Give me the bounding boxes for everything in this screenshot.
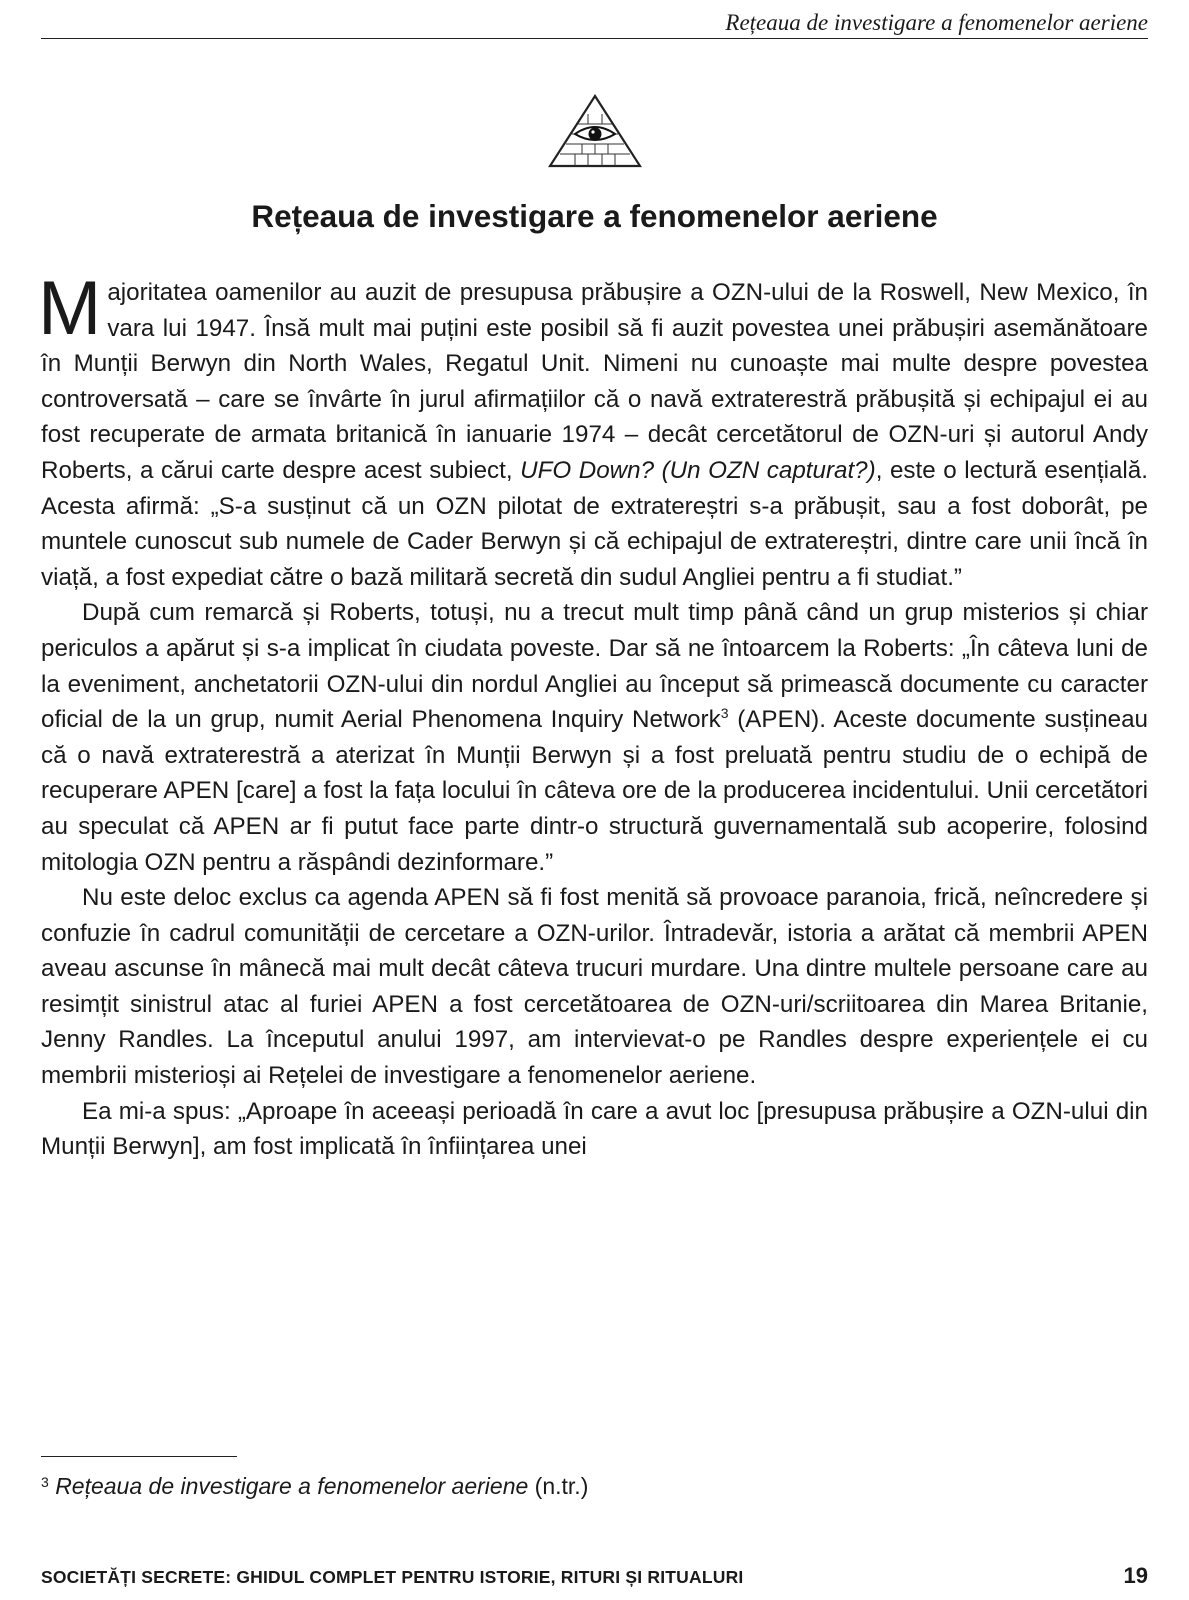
eye-of-providence-pyramid-icon — [548, 94, 642, 170]
paragraph-1 — [38, 266, 1148, 595]
paragraph-2-text-b: (APEN). Aceste documente susțineau că o navă extraterestră a aterizat în Munții Berwyn și a fost preluată pentru studiu de o echipă de recuperare APEN [care] a fost la fața locului în câteva ore de la producerea incidentului. Unii cercetători au speculat că APEN ar fi putut face parte dintr-o structură guvernamentală sub acoperire, folosind mitologia OZN pentru a răspândi dezinformare.” — [41, 706, 1148, 876]
footnote-rule — [41, 1456, 237, 1457]
footnote-italic: Rețeaua de investigare a fenomenelor aeriene — [55, 1473, 529, 1499]
paragraph-3: Nu este deloc exclus ca agenda APEN să fi fost menită să provoace paranoia, frică, neîncredere și confuzie în cadrul comunității de cercetare a OZN-urilor. Întradevăr, istoria a arătat că membrii APEN aveau ascunse în mânecă mai mult decât câteva trucuri murdare. Una dintre multele persoane care au resimțit sinistrul atac al furiei APEN a fost cercetătoarea de OZN-uri/scriitoarea din Marea Britanie, Jenny Randles. La începutul anului 1997, am intervievat-o pe Randles despre experiențele ei cu membrii misterioși ai Rețelei de investigare a fenomenelor aeriene. — [41, 884, 1148, 1090]
page-number: 19 — [1123, 1563, 1148, 1588]
paragraph-4: Ea mi-a spus: „Aproape în aceeași perioadă în care a avut loc [presupusa prăbușire a OZN-ului din Munții Berwyn], am fost implicată în înființarea unei — [41, 1097, 1148, 1161]
footnote-reference[interactable]: 3 — [720, 705, 729, 722]
footer-book-title: SOCIETĂȚI SECRETE: GHIDUL COMPLET PENTRU ISTORIE, RITURI ȘI RITUALURI — [41, 1567, 744, 1587]
footnote-mark: 3 — [41, 1474, 49, 1490]
drop-cap: M — [38, 266, 102, 351]
footnote — [41, 1466, 1148, 1502]
footnote-rest: (n.tr.) — [528, 1473, 589, 1499]
paragraph-1-text-a: ajoritatea oamenilor au auzit de presupusa prăbușire a OZN-ului de la Roswell, New Mexico, în vara lui 1947. Însă mult mai puțini este posibil să fi auzit povestea unei prăbușiri asemănătoare în Munții Berwyn din North Wales, Regatul Unit. Nimeni nu cunoaște mai multe despre povestea controversată – care se învârte în jurul afirmațiilor că o navă extraterestră prăbușită și echipajul ei au fost recuperate de armata britanică în ianuarie 1974 – decât cercetătorul de OZN-uri și autorul Andy Roberts, a cărui carte despre acest subiect, — [41, 279, 1148, 484]
page-title: Rețeaua de investigare a fenomenelor aeriene — [251, 198, 938, 234]
paragraph-2-text-a: După cum remarcă și Roberts, totuși, nu a trecut mult timp până când un grup misterios și chiar periculos a apărut și s-a implicat în ciudata poveste. Dar să ne întoarcem la Roberts: „În câteva luni de la eveniment, anchetatorii OZN-ului din nordul Angliei au început să primească documente cu caracter oficial de la un grup, numit Aerial Phenomena Inquiry Network — [41, 599, 1148, 734]
body-text — [38, 266, 1148, 1165]
book-title-italic: UFO Down? (Un OZN capturat?) — [520, 456, 876, 484]
running-head: Rețeaua de investigare a fenomenelor aeriene — [725, 10, 1148, 35]
paragraph-1-text-b: , este o lectură esențială. Acesta afirmă: „S-a susținut că un OZN pilotat de extratereștri s-a prăbușit, sau a fost doborât, pe muntele cunoscut sub numele de Cader Berwyn și că echipajul de extratereștri, dintre care unii încă în viață, a fost expediat către o bază militară secretă din sudul Angliei pentru a fi studiat.” — [41, 456, 1148, 591]
page-footer — [41, 1563, 1148, 1589]
paragraph-2 — [41, 595, 1148, 880]
header-rule — [41, 38, 1148, 39]
